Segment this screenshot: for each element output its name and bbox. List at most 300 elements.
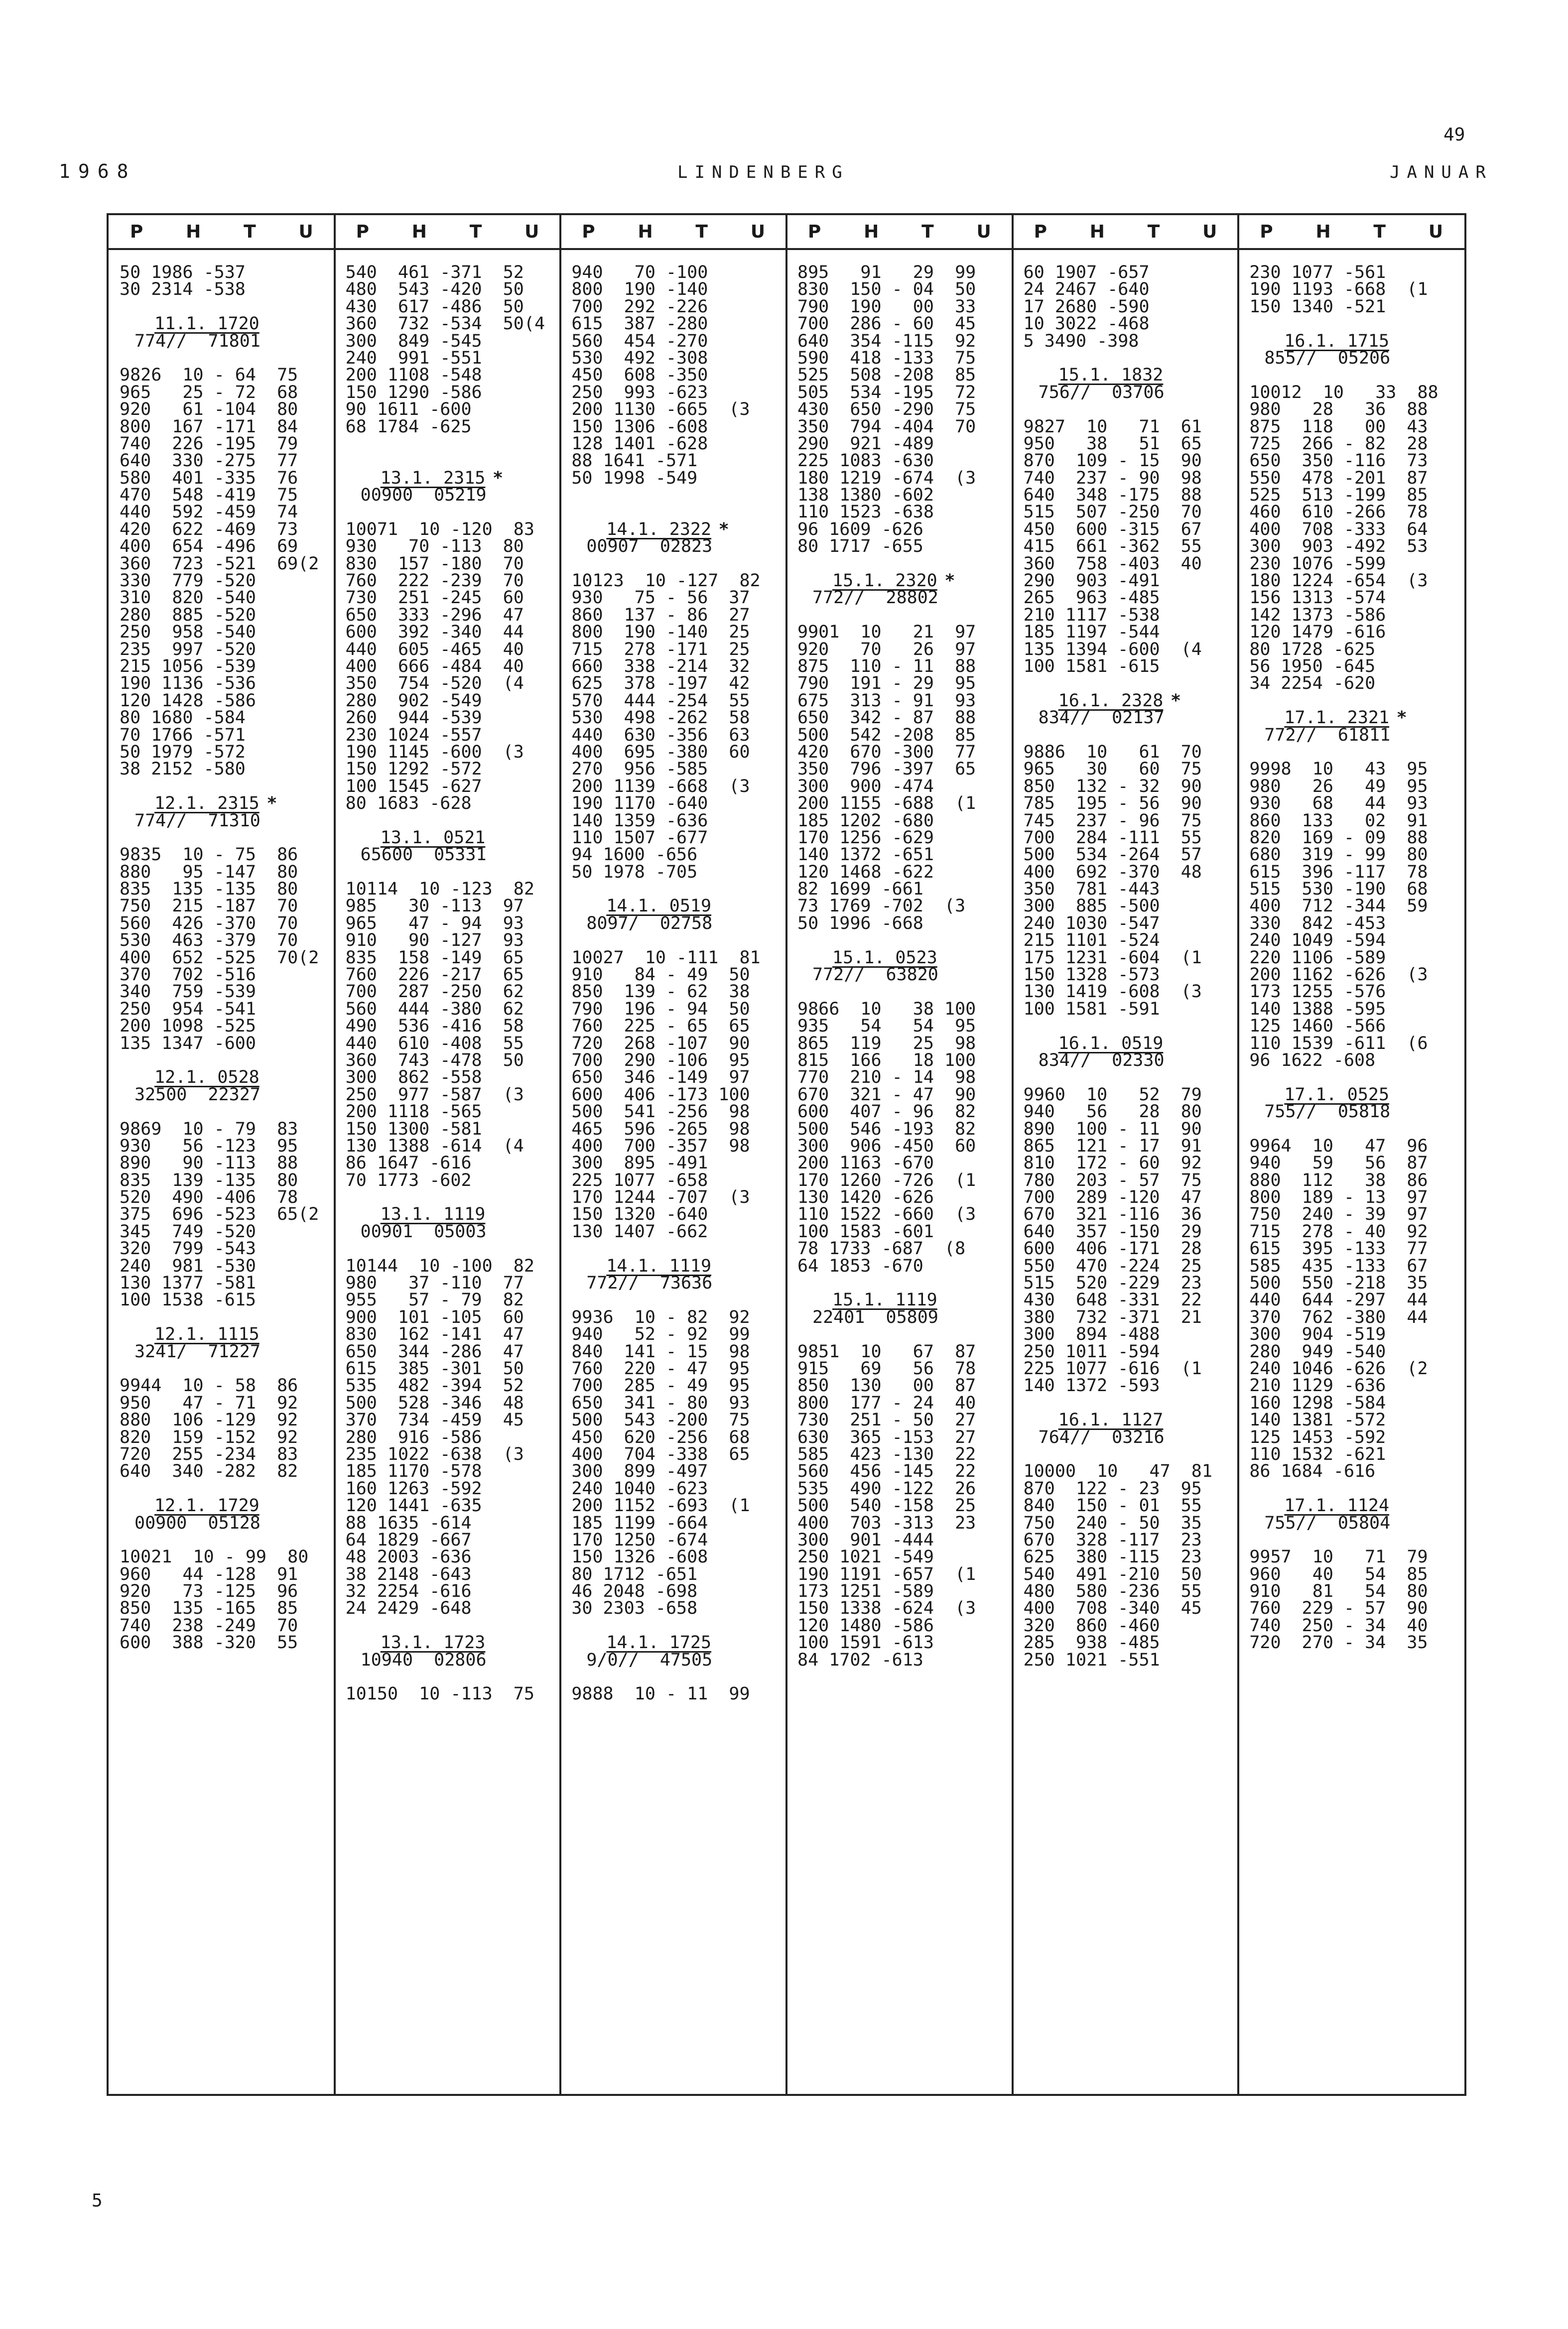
data-row: 770 210 - 14 98 bbox=[797, 1067, 976, 1088]
data-row: 250 977 -587 (3 bbox=[345, 1084, 524, 1105]
sounding-time: 14.1. 1725 bbox=[606, 1633, 712, 1653]
data-row: 450 600 -315 67 bbox=[1023, 519, 1202, 539]
blank-line bbox=[571, 504, 783, 520]
data-row: 815 166 18 100 bbox=[797, 1050, 976, 1070]
data-row: 240 1040 -623 bbox=[571, 1478, 708, 1499]
data-row: 940 70 -100 bbox=[571, 262, 708, 282]
data-row: 380 732 -371 21 bbox=[1023, 1307, 1202, 1327]
blank-line bbox=[1024, 727, 1235, 744]
station-code: 3241/ 71227 bbox=[134, 1341, 261, 1362]
data-row: 640 357 -150 29 bbox=[1023, 1221, 1202, 1242]
column-divider bbox=[559, 215, 561, 2094]
data-row: 400 695 -380 60 bbox=[571, 742, 750, 762]
data-row: 880 112 38 86 bbox=[1249, 1170, 1428, 1190]
data-row: 150 1292 -572 bbox=[345, 759, 482, 779]
data-row: 120 1479 -616 bbox=[1249, 622, 1386, 643]
column-header-4 bbox=[786, 215, 1013, 248]
data-row: 520 490 -406 78 bbox=[120, 1187, 298, 1208]
column-header-label: H bbox=[186, 221, 201, 242]
data-row: 60 1907 -657 bbox=[1023, 262, 1150, 282]
station-code: 834// 02137 bbox=[1038, 708, 1165, 728]
data-row: 30 2314 -538 bbox=[120, 279, 246, 300]
data-row: 250 1021 -551 bbox=[1023, 1650, 1160, 1670]
data-row: 760 220 - 47 95 bbox=[571, 1359, 750, 1379]
sounding-time: 13.1. 1723 bbox=[380, 1633, 486, 1653]
data-row: 170 1256 -629 bbox=[797, 827, 934, 848]
data-row: 140 1381 -572 bbox=[1249, 1410, 1386, 1430]
blank-line bbox=[346, 504, 557, 520]
column-header-5 bbox=[1013, 215, 1239, 248]
blank-line bbox=[120, 1532, 331, 1549]
asterisk-mark: * bbox=[719, 519, 729, 539]
data-row: 190 1145 -600 (3 bbox=[345, 742, 524, 762]
data-row: 715 278 - 40 92 bbox=[1249, 1221, 1428, 1242]
data-row: 225 1077 -616 (1 bbox=[1023, 1359, 1202, 1379]
data-row: 600 407 - 96 82 bbox=[797, 1102, 976, 1122]
data-row: 140 1372 -593 bbox=[1023, 1376, 1160, 1396]
data-row: 585 423 -130 22 bbox=[797, 1444, 976, 1464]
data-row: 250 958 -540 bbox=[120, 622, 256, 643]
data-row: 730 251 - 50 27 bbox=[797, 1410, 976, 1430]
data-row: 9960 10 52 79 bbox=[1023, 1084, 1202, 1105]
station-code: 772// 28802 bbox=[812, 588, 938, 608]
column-header-3 bbox=[560, 215, 786, 248]
data-row: 800 167 -171 84 bbox=[120, 416, 298, 437]
column-divider bbox=[1237, 215, 1239, 2094]
data-row: 94 1600 -656 bbox=[571, 845, 698, 865]
data-row: 910 90 -127 93 bbox=[345, 930, 524, 951]
data-row: 560 456 -145 22 bbox=[797, 1461, 976, 1482]
sounding-title bbox=[1024, 367, 1235, 384]
sounding-title bbox=[1024, 692, 1235, 709]
data-row: 10150 10 -113 75 bbox=[345, 1684, 534, 1704]
column-header-label: P bbox=[130, 221, 143, 242]
data-row: 880 95 -147 80 bbox=[120, 862, 298, 882]
sounding-title bbox=[120, 795, 331, 812]
data-row: 150 1320 -640 bbox=[571, 1204, 708, 1225]
column-header-label: U bbox=[298, 221, 313, 242]
data-row: 650 342 - 87 88 bbox=[797, 708, 976, 728]
blank-line bbox=[1024, 1446, 1235, 1463]
data-row: 128 1401 -628 bbox=[571, 433, 708, 454]
data-row: 9835 10 - 75 86 bbox=[120, 845, 298, 865]
data-row: 250 954 -541 bbox=[120, 999, 256, 1019]
data-row: 400 703 -313 23 bbox=[797, 1513, 976, 1533]
sounding-title bbox=[1249, 333, 1460, 350]
station-code: 772// 63820 bbox=[812, 965, 938, 985]
sounding-title bbox=[120, 1497, 331, 1514]
data-row: 250 993 -623 bbox=[571, 382, 708, 402]
data-row: 835 139 -135 80 bbox=[120, 1170, 298, 1190]
data-row: 835 135 -135 80 bbox=[120, 879, 298, 900]
data-row: 370 734 -459 45 bbox=[345, 1410, 524, 1430]
data-row: 310 820 -540 bbox=[120, 588, 256, 608]
data-row: 490 536 -416 58 bbox=[345, 1016, 524, 1036]
data-row: 860 133 02 91 bbox=[1249, 810, 1428, 831]
data-row: 560 454 -270 bbox=[571, 331, 708, 351]
column-header-label: H bbox=[864, 221, 879, 242]
station-code: 756// 03706 bbox=[1038, 382, 1165, 402]
data-row: 130 1420 -626 bbox=[797, 1187, 934, 1208]
station-code: 8097/ 02758 bbox=[586, 913, 713, 933]
data-row: 370 702 -516 bbox=[120, 965, 256, 985]
data-row: 68 1784 -625 bbox=[345, 416, 472, 437]
data-row: 835 158 -149 65 bbox=[345, 947, 524, 968]
data-row: 615 395 -133 77 bbox=[1249, 1239, 1428, 1259]
data-row: 110 1532 -621 bbox=[1249, 1444, 1386, 1464]
data-row: 650 346 -149 97 bbox=[571, 1067, 750, 1088]
data-row: 700 292 -226 bbox=[571, 296, 708, 317]
data-row: 64 1829 -667 bbox=[345, 1530, 472, 1550]
data-row: 875 118 00 43 bbox=[1249, 416, 1428, 437]
data-row: 940 56 28 80 bbox=[1023, 1102, 1202, 1122]
data-row: 515 530 -190 68 bbox=[1249, 879, 1428, 900]
data-row: 200 1163 -670 bbox=[797, 1153, 934, 1173]
data-row: 715 278 -171 25 bbox=[571, 639, 750, 659]
data-row: 30 2303 -658 bbox=[571, 1598, 698, 1619]
data-row: 460 610 -266 78 bbox=[1249, 502, 1428, 522]
data-row: 135 1394 -600 (4 bbox=[1023, 639, 1202, 659]
data-row: 480 543 -420 50 bbox=[345, 279, 524, 300]
data-row: 210 1117 -538 bbox=[1023, 605, 1160, 625]
data-column-6 bbox=[1249, 264, 1460, 1652]
data-row: 320 860 -460 bbox=[1023, 1615, 1160, 1636]
data-row: 173 1255 -576 bbox=[1249, 982, 1386, 1002]
column-header-label: T bbox=[1373, 221, 1386, 242]
data-row: 890 90 -113 88 bbox=[120, 1153, 298, 1173]
sounding-time: 15.1. 1119 bbox=[832, 1290, 937, 1310]
data-row: 9888 10 - 11 99 bbox=[571, 1684, 750, 1704]
data-row: 50 1998 -549 bbox=[571, 468, 698, 488]
data-row: 440 610 -408 55 bbox=[345, 1033, 524, 1053]
data-row: 215 1056 -539 bbox=[120, 656, 256, 676]
data-row: 525 513 -199 85 bbox=[1249, 485, 1428, 506]
sounding-title bbox=[571, 1634, 783, 1651]
data-row: 550 478 -201 87 bbox=[1249, 468, 1428, 488]
sounding-time: 17.1. 0525 bbox=[1284, 1084, 1390, 1105]
data-row: 170 1244 -707 (3 bbox=[571, 1187, 750, 1208]
data-row: 930 68 44 93 bbox=[1249, 793, 1428, 814]
data-row: 500 534 -264 57 bbox=[1023, 845, 1202, 865]
data-row: 850 139 - 62 38 bbox=[571, 982, 750, 1002]
data-row: 270 956 -585 bbox=[571, 759, 708, 779]
data-row: 138 1380 -602 bbox=[797, 485, 934, 506]
data-row: 345 749 -520 bbox=[120, 1221, 256, 1242]
blank-line bbox=[1024, 1018, 1235, 1035]
data-row: 185 1197 -544 bbox=[1023, 622, 1160, 643]
data-row: 88 1635 -614 bbox=[345, 1513, 472, 1533]
sounding-title bbox=[120, 315, 331, 332]
column-header-6 bbox=[1238, 215, 1464, 248]
sounding-time: 12.1. 1115 bbox=[154, 1324, 260, 1345]
station-code: 772// 73636 bbox=[586, 1273, 713, 1294]
blank-line bbox=[1024, 1069, 1235, 1086]
station-code: 00900 05219 bbox=[360, 485, 487, 506]
sounding-time: 14.1. 2322 bbox=[606, 519, 712, 539]
data-row: 420 670 -300 77 bbox=[797, 742, 976, 762]
data-row: 400 704 -338 65 bbox=[571, 1444, 750, 1464]
data-row: 10012 10 33 88 bbox=[1249, 382, 1438, 402]
data-row: 140 1359 -636 bbox=[571, 810, 708, 831]
station-code: 00901 05003 bbox=[360, 1221, 487, 1242]
data-row: 650 341 - 80 93 bbox=[571, 1393, 750, 1413]
blank-line bbox=[346, 864, 557, 881]
sounding-time: 15.1. 2320 bbox=[832, 571, 937, 591]
data-row: 250 1011 -594 bbox=[1023, 1341, 1160, 1362]
sounding-title bbox=[571, 521, 783, 538]
blank-line bbox=[571, 487, 783, 504]
data-row: 850 132 - 32 90 bbox=[1023, 776, 1202, 796]
data-row: 965 47 - 94 93 bbox=[345, 913, 524, 933]
data-row: 915 69 56 78 bbox=[797, 1359, 976, 1379]
data-row: 700 290 -106 95 bbox=[571, 1050, 750, 1070]
data-row: 230 1076 -599 bbox=[1249, 553, 1386, 574]
data-row: 500 540 -158 25 bbox=[797, 1496, 976, 1516]
data-row: 930 56 -123 95 bbox=[120, 1136, 298, 1156]
data-row: 300 849 -545 bbox=[345, 331, 482, 351]
data-row: 10114 10 -123 82 bbox=[345, 879, 534, 900]
data-row: 840 150 - 01 55 bbox=[1023, 1496, 1202, 1516]
column-header-label: P bbox=[582, 221, 595, 242]
data-row: 240 1030 -547 bbox=[1023, 913, 1160, 933]
blank-line bbox=[797, 1275, 1009, 1292]
data-row: 9944 10 - 58 86 bbox=[120, 1376, 298, 1396]
data-row: 500 543 -200 75 bbox=[571, 1410, 750, 1430]
data-row: 180 1224 -654 (3 bbox=[1249, 571, 1428, 591]
data-row: 320 799 -543 bbox=[120, 1239, 256, 1259]
blank-line bbox=[797, 1326, 1009, 1343]
page-month: JANUAR bbox=[1390, 162, 1493, 182]
station-code: 772// 61811 bbox=[1264, 725, 1391, 745]
sounding-time: 16.1. 2328 bbox=[1058, 690, 1164, 711]
data-row: 250 1021 -549 bbox=[797, 1547, 934, 1567]
data-row: 790 191 - 29 95 bbox=[797, 673, 976, 694]
data-row: 950 38 51 65 bbox=[1023, 433, 1202, 454]
data-row: 740 226 -195 79 bbox=[120, 433, 298, 454]
data-row: 910 84 - 49 50 bbox=[571, 965, 750, 985]
station-code: 22401 05809 bbox=[812, 1307, 938, 1327]
data-column-4 bbox=[797, 264, 1009, 1669]
sounding-title bbox=[346, 1634, 557, 1651]
data-row: 550 470 -224 25 bbox=[1023, 1256, 1202, 1276]
station-code: 00900 05128 bbox=[134, 1513, 261, 1533]
station-code: 10940 02806 bbox=[360, 1650, 487, 1670]
blank-line bbox=[120, 778, 331, 795]
blank-line bbox=[120, 1360, 331, 1377]
data-row: 615 385 -301 50 bbox=[345, 1359, 524, 1379]
data-row: 535 482 -394 52 bbox=[345, 1376, 524, 1396]
blank-line bbox=[1249, 367, 1460, 384]
data-row: 300 901 -444 bbox=[797, 1530, 934, 1550]
column-header-label: P bbox=[1260, 221, 1273, 242]
blank-line bbox=[346, 452, 557, 469]
data-row: 285 938 -485 bbox=[1023, 1633, 1160, 1653]
data-row: 200 1130 -665 (3 bbox=[571, 399, 750, 420]
asterisk-mark: * bbox=[945, 571, 955, 591]
station-name: LINDENBERG bbox=[677, 162, 849, 182]
sounding-title bbox=[1024, 1035, 1235, 1052]
data-row: 173 1251 -589 bbox=[797, 1581, 934, 1602]
data-row: 70 1773 -602 bbox=[345, 1170, 472, 1190]
data-row: 740 238 -249 70 bbox=[120, 1615, 298, 1636]
data-row: 120 1428 -586 bbox=[120, 690, 256, 711]
data-row: 280 885 -520 bbox=[120, 605, 256, 625]
data-row: 300 895 -491 bbox=[571, 1153, 708, 1173]
data-row: 9851 10 67 87 bbox=[797, 1341, 976, 1362]
data-row: 56 1950 -645 bbox=[1249, 656, 1376, 676]
data-row: 750 240 - 50 35 bbox=[1023, 1513, 1202, 1533]
data-row: 415 661 -362 55 bbox=[1023, 536, 1202, 557]
data-row: 830 162 -141 47 bbox=[345, 1324, 524, 1345]
data-row: 820 169 - 09 88 bbox=[1249, 827, 1428, 848]
data-row: 50 1986 -537 bbox=[120, 262, 246, 282]
blank-line bbox=[1024, 350, 1235, 367]
data-row: 280 916 -586 bbox=[345, 1427, 482, 1447]
station-code: 65600 05331 bbox=[360, 845, 487, 865]
data-row: 10144 10 -100 82 bbox=[345, 1256, 534, 1276]
column-header-2 bbox=[335, 215, 561, 248]
data-row: 640 330 -275 77 bbox=[120, 451, 298, 471]
data-row: 200 1139 -668 (3 bbox=[571, 776, 750, 796]
data-row: 10000 10 47 81 bbox=[1023, 1461, 1212, 1482]
data-row: 760 222 -239 70 bbox=[345, 571, 524, 591]
data-row: 96 1609 -626 bbox=[797, 519, 923, 539]
data-row: 400 708 -333 64 bbox=[1249, 519, 1428, 539]
data-row: 150 1326 -608 bbox=[571, 1547, 708, 1567]
data-row: 100 1581 -591 bbox=[1023, 999, 1160, 1019]
sounding-title bbox=[120, 1326, 331, 1343]
data-row: 350 781 -443 bbox=[1023, 879, 1160, 900]
asterisk-mark: * bbox=[267, 793, 277, 814]
data-row: 9826 10 - 64 75 bbox=[120, 365, 298, 386]
column-header-label: H bbox=[1089, 221, 1105, 242]
sounding-time: 11.1. 1720 bbox=[154, 314, 260, 334]
data-row: 150 1340 -521 bbox=[1249, 296, 1386, 317]
column-header-label: U bbox=[750, 221, 766, 242]
asterisk-mark: * bbox=[493, 468, 503, 488]
data-row: 78 1733 -687 (8 bbox=[797, 1239, 966, 1259]
data-row: 135 1347 -600 bbox=[120, 1033, 256, 1053]
data-row: 190 1136 -536 bbox=[120, 673, 256, 694]
column-header-label: H bbox=[638, 221, 653, 242]
data-row: 9957 10 71 79 bbox=[1249, 1547, 1428, 1567]
page-year: 1968 bbox=[59, 160, 136, 182]
data-row: 910 81 54 80 bbox=[1249, 1581, 1428, 1602]
blank-line bbox=[1249, 1121, 1460, 1138]
data-row: 240 1049 -594 bbox=[1249, 930, 1386, 951]
data-row: 86 1684 -616 bbox=[1249, 1461, 1376, 1482]
data-row: 210 1129 -636 bbox=[1249, 1376, 1386, 1396]
data-row: 185 1202 -680 bbox=[797, 810, 934, 831]
data-row: 940 59 56 87 bbox=[1249, 1153, 1428, 1173]
data-row: 150 1300 -581 bbox=[345, 1119, 482, 1139]
data-row: 400 708 -340 45 bbox=[1023, 1598, 1202, 1619]
data-row: 125 1460 -566 bbox=[1249, 1016, 1386, 1036]
data-row: 830 150 - 04 50 bbox=[797, 279, 976, 300]
data-row: 190 1170 -640 bbox=[571, 793, 708, 814]
data-row: 870 109 - 15 90 bbox=[1023, 451, 1202, 471]
asterisk-mark: * bbox=[1397, 708, 1407, 728]
column-header-label: U bbox=[524, 221, 539, 242]
data-row: 100 1581 -615 bbox=[1023, 656, 1160, 676]
station-code: 774// 71310 bbox=[134, 810, 261, 831]
data-row: 88 1641 -571 bbox=[571, 451, 698, 471]
data-row: 290 903 -491 bbox=[1023, 571, 1160, 591]
data-row: 80 1728 -625 bbox=[1249, 639, 1376, 659]
data-row: 810 172 - 60 92 bbox=[1023, 1153, 1202, 1173]
data-row: 150 1290 -586 bbox=[345, 382, 482, 402]
station-code: 9/0// 47505 bbox=[586, 1650, 713, 1670]
sounding-title bbox=[797, 572, 1009, 589]
sounding-time: 13.1. 0521 bbox=[380, 827, 486, 848]
data-row: 360 743 -478 50 bbox=[345, 1050, 524, 1070]
blank-line bbox=[1249, 1532, 1460, 1549]
data-row: 235 1022 -638 (3 bbox=[345, 1444, 524, 1464]
data-row: 9998 10 43 95 bbox=[1249, 759, 1428, 779]
sounding-title bbox=[1024, 1412, 1235, 1428]
data-row: 200 1108 -548 bbox=[345, 365, 482, 386]
blank-line bbox=[571, 1240, 783, 1257]
sounding-time: 16.1. 0519 bbox=[1058, 1033, 1164, 1053]
data-row: 400 654 -496 69 bbox=[120, 536, 298, 557]
data-row: 9886 10 61 70 bbox=[1023, 742, 1202, 762]
data-row: 200 1098 -525 bbox=[120, 1016, 256, 1036]
data-row: 700 284 -111 55 bbox=[1023, 827, 1202, 848]
data-row: 465 596 -265 98 bbox=[571, 1119, 750, 1139]
data-row: 9964 10 47 96 bbox=[1249, 1136, 1428, 1156]
data-row: 515 507 -250 70 bbox=[1023, 502, 1202, 522]
blank-line bbox=[571, 555, 783, 572]
data-row: 9827 10 71 61 bbox=[1023, 416, 1202, 437]
data-row: 64 1853 -670 bbox=[797, 1256, 923, 1276]
data-row: 330 842 -453 bbox=[1249, 913, 1386, 933]
data-row: 940 52 - 92 99 bbox=[571, 1324, 750, 1345]
data-row: 670 321 -116 36 bbox=[1023, 1204, 1202, 1225]
data-row: 480 580 -236 55 bbox=[1023, 1581, 1202, 1602]
blank-line bbox=[120, 1052, 331, 1069]
data-column-5 bbox=[1024, 264, 1235, 1669]
data-row: 225 1083 -630 bbox=[797, 451, 934, 471]
data-row: 500 546 -193 82 bbox=[797, 1119, 976, 1139]
sounding-time: 17.1. 2321 bbox=[1284, 708, 1390, 728]
data-row: 760 226 -217 65 bbox=[345, 965, 524, 985]
data-row: 960 40 54 85 bbox=[1249, 1564, 1428, 1584]
data-row: 740 237 - 90 98 bbox=[1023, 468, 1202, 488]
data-row: 625 380 -115 23 bbox=[1023, 1547, 1202, 1567]
data-row: 530 492 -308 bbox=[571, 348, 708, 368]
sounding-time: 13.1. 1119 bbox=[380, 1204, 486, 1225]
data-row: 630 365 -153 27 bbox=[797, 1427, 976, 1447]
data-row: 790 190 00 33 bbox=[797, 296, 976, 317]
data-row: 185 1170 -578 bbox=[345, 1461, 482, 1482]
station-code: 00907 02823 bbox=[586, 536, 713, 557]
blank-line bbox=[120, 1103, 331, 1120]
data-row: 185 1199 -664 bbox=[571, 1513, 708, 1533]
data-row: 190 1193 -668 (1 bbox=[1249, 279, 1428, 300]
blank-line bbox=[346, 1240, 557, 1257]
data-row: 220 1106 -589 bbox=[1249, 947, 1386, 968]
data-row: 300 894 -488 bbox=[1023, 1324, 1160, 1345]
blank-line bbox=[346, 812, 557, 829]
data-row: 880 106 -129 92 bbox=[120, 1410, 298, 1430]
data-row: 740 250 - 34 40 bbox=[1249, 1615, 1428, 1636]
data-row: 950 47 - 71 92 bbox=[120, 1393, 298, 1413]
data-row: 280 902 -549 bbox=[345, 690, 482, 711]
data-row: 745 237 - 96 75 bbox=[1023, 810, 1202, 831]
data-row: 800 177 - 24 40 bbox=[797, 1393, 976, 1413]
blank-line bbox=[1024, 401, 1235, 418]
data-row: 600 406 -173 100 bbox=[571, 1084, 750, 1105]
